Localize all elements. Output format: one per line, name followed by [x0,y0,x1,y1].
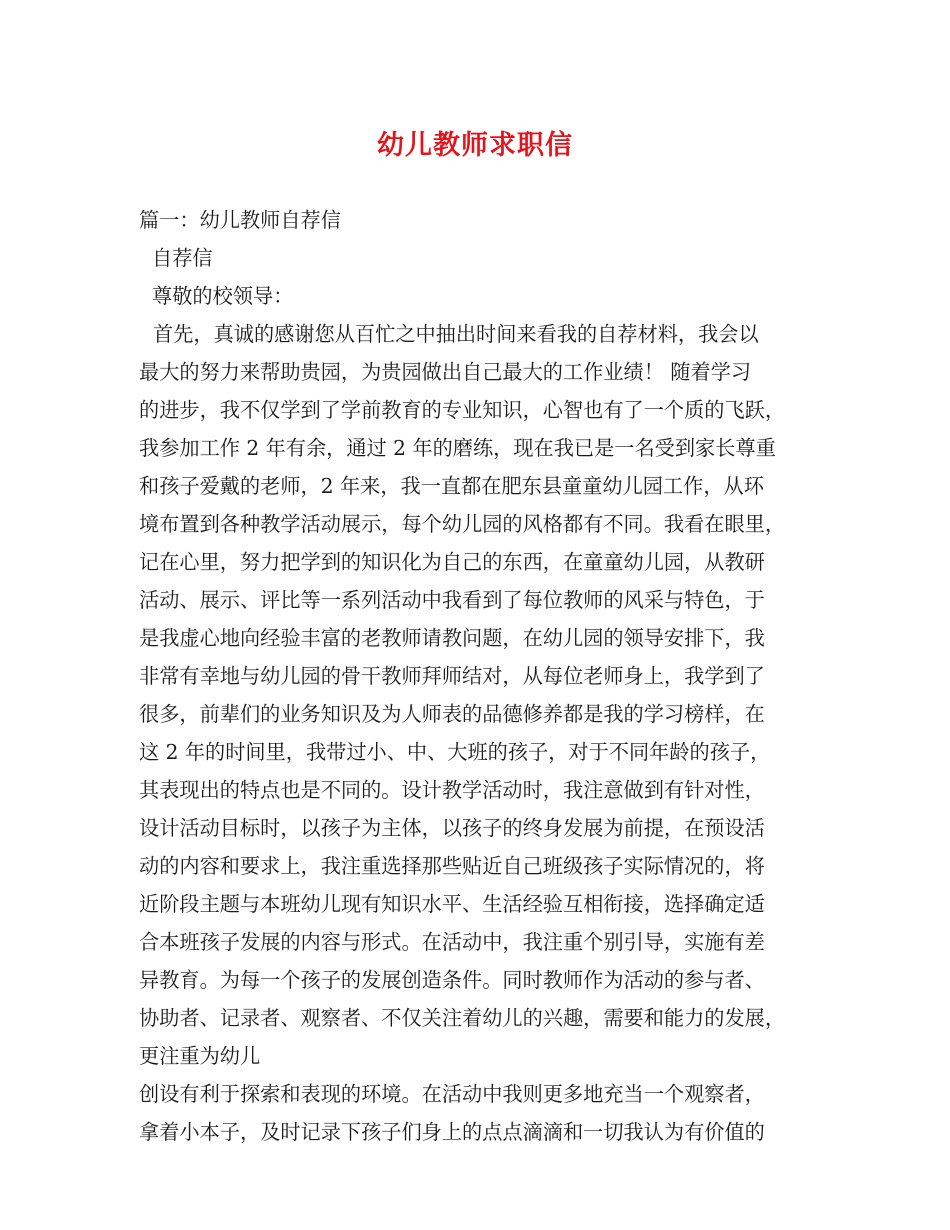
paragraph-line: 创设有利于探索和表现的环境。在活动中我则更多地充当一个观察者， [139,1082,765,1106]
paragraph-line: 境布置到各种教学活动展示，每个幼儿园的风格都有不同。我看在眼里， [139,512,786,536]
paragraph-line: 更注重为幼儿 [139,1044,261,1068]
paragraph-line: 其表现出的特点也是不同的。设计教学活动时，我注意做到有针对性， [139,778,765,802]
paragraph-line: 动的内容和要求上，我注重选择那些贴近自己班级孩子实际情况的，将 [139,854,765,878]
paragraph-line: 协助者、记录者、观察者、不仅关注着幼儿的兴趣，需要和能力的发展， [139,1006,786,1030]
salutation: 尊敬的校领导： [152,284,294,308]
document-body [139,201,839,1151]
paragraph-line: 合本班孩子发展的内容与形式。在活动中，我注重个别引导，实施有差 [139,930,765,954]
paragraph-line: 是我虚心地向经验丰富的老教师请教问题，在幼儿园的领导安排下，我 [139,626,765,650]
paragraph-line: 我参加工作 2 年有余，通过 2 年的磨练，现在我已是一名受到家长尊重 [139,436,776,460]
paragraph-line: 最大的努力来帮助贵园，为贵园做出自己最大的工作业绩！ 随着学习 [139,360,752,384]
paragraph-line: 近阶段主题与本班幼儿现有知识水平、生活经验互相衔接，选择确定适 [139,892,765,916]
paragraph-line: 很多，前辈们的业务知识及为人师表的品德修养都是我的学习榜样，在 [139,702,765,726]
paragraph-line: 活动、展示、评比等一系列活动中我看到了每位教师的风采与特色，于 [139,588,765,612]
paragraph-line: 异教育。为每一个孩子的发展创造条件。同时教师作为活动的参与者、 [139,968,765,992]
letter-heading: 自荐信 [152,246,213,270]
paragraph-line: 非常有幸地与幼儿园的骨干教师拜师结对，从每位老师身上，我学到了 [139,664,765,688]
paragraph-line: 记在心里，努力把学到的知识化为自己的东西，在童童幼儿园，从教研 [139,550,765,574]
paragraph-line: 拿着小本子，及时记录下孩子们身上的点点滴滴和一切我认为有价值的 [139,1120,765,1144]
paragraph-line: 首先，真诚的感谢您从百忙之中抽出时间来看我的自荐材料，我会以 [153,322,759,346]
paragraph-line: 这 2 年的时间里，我带过小、中、大班的孩子，对于不同年龄的孩子， [139,740,771,764]
document-title: 幼儿教师求职信 [377,130,573,161]
paragraph-line: 设计活动目标时，以孩子为主体，以孩子的终身发展为前提，在预设活 [139,816,765,840]
paragraph-line: 和孩子爱戴的老师，2 年来，我一直都在肥东县童童幼儿园工作，从环 [139,474,764,498]
section-heading: 篇一：幼儿教师自荐信 [139,208,341,232]
paragraph-line: 的进步，我不仅学到了学前教育的专业知识，心智也有了一个质的飞跃， [139,398,786,422]
